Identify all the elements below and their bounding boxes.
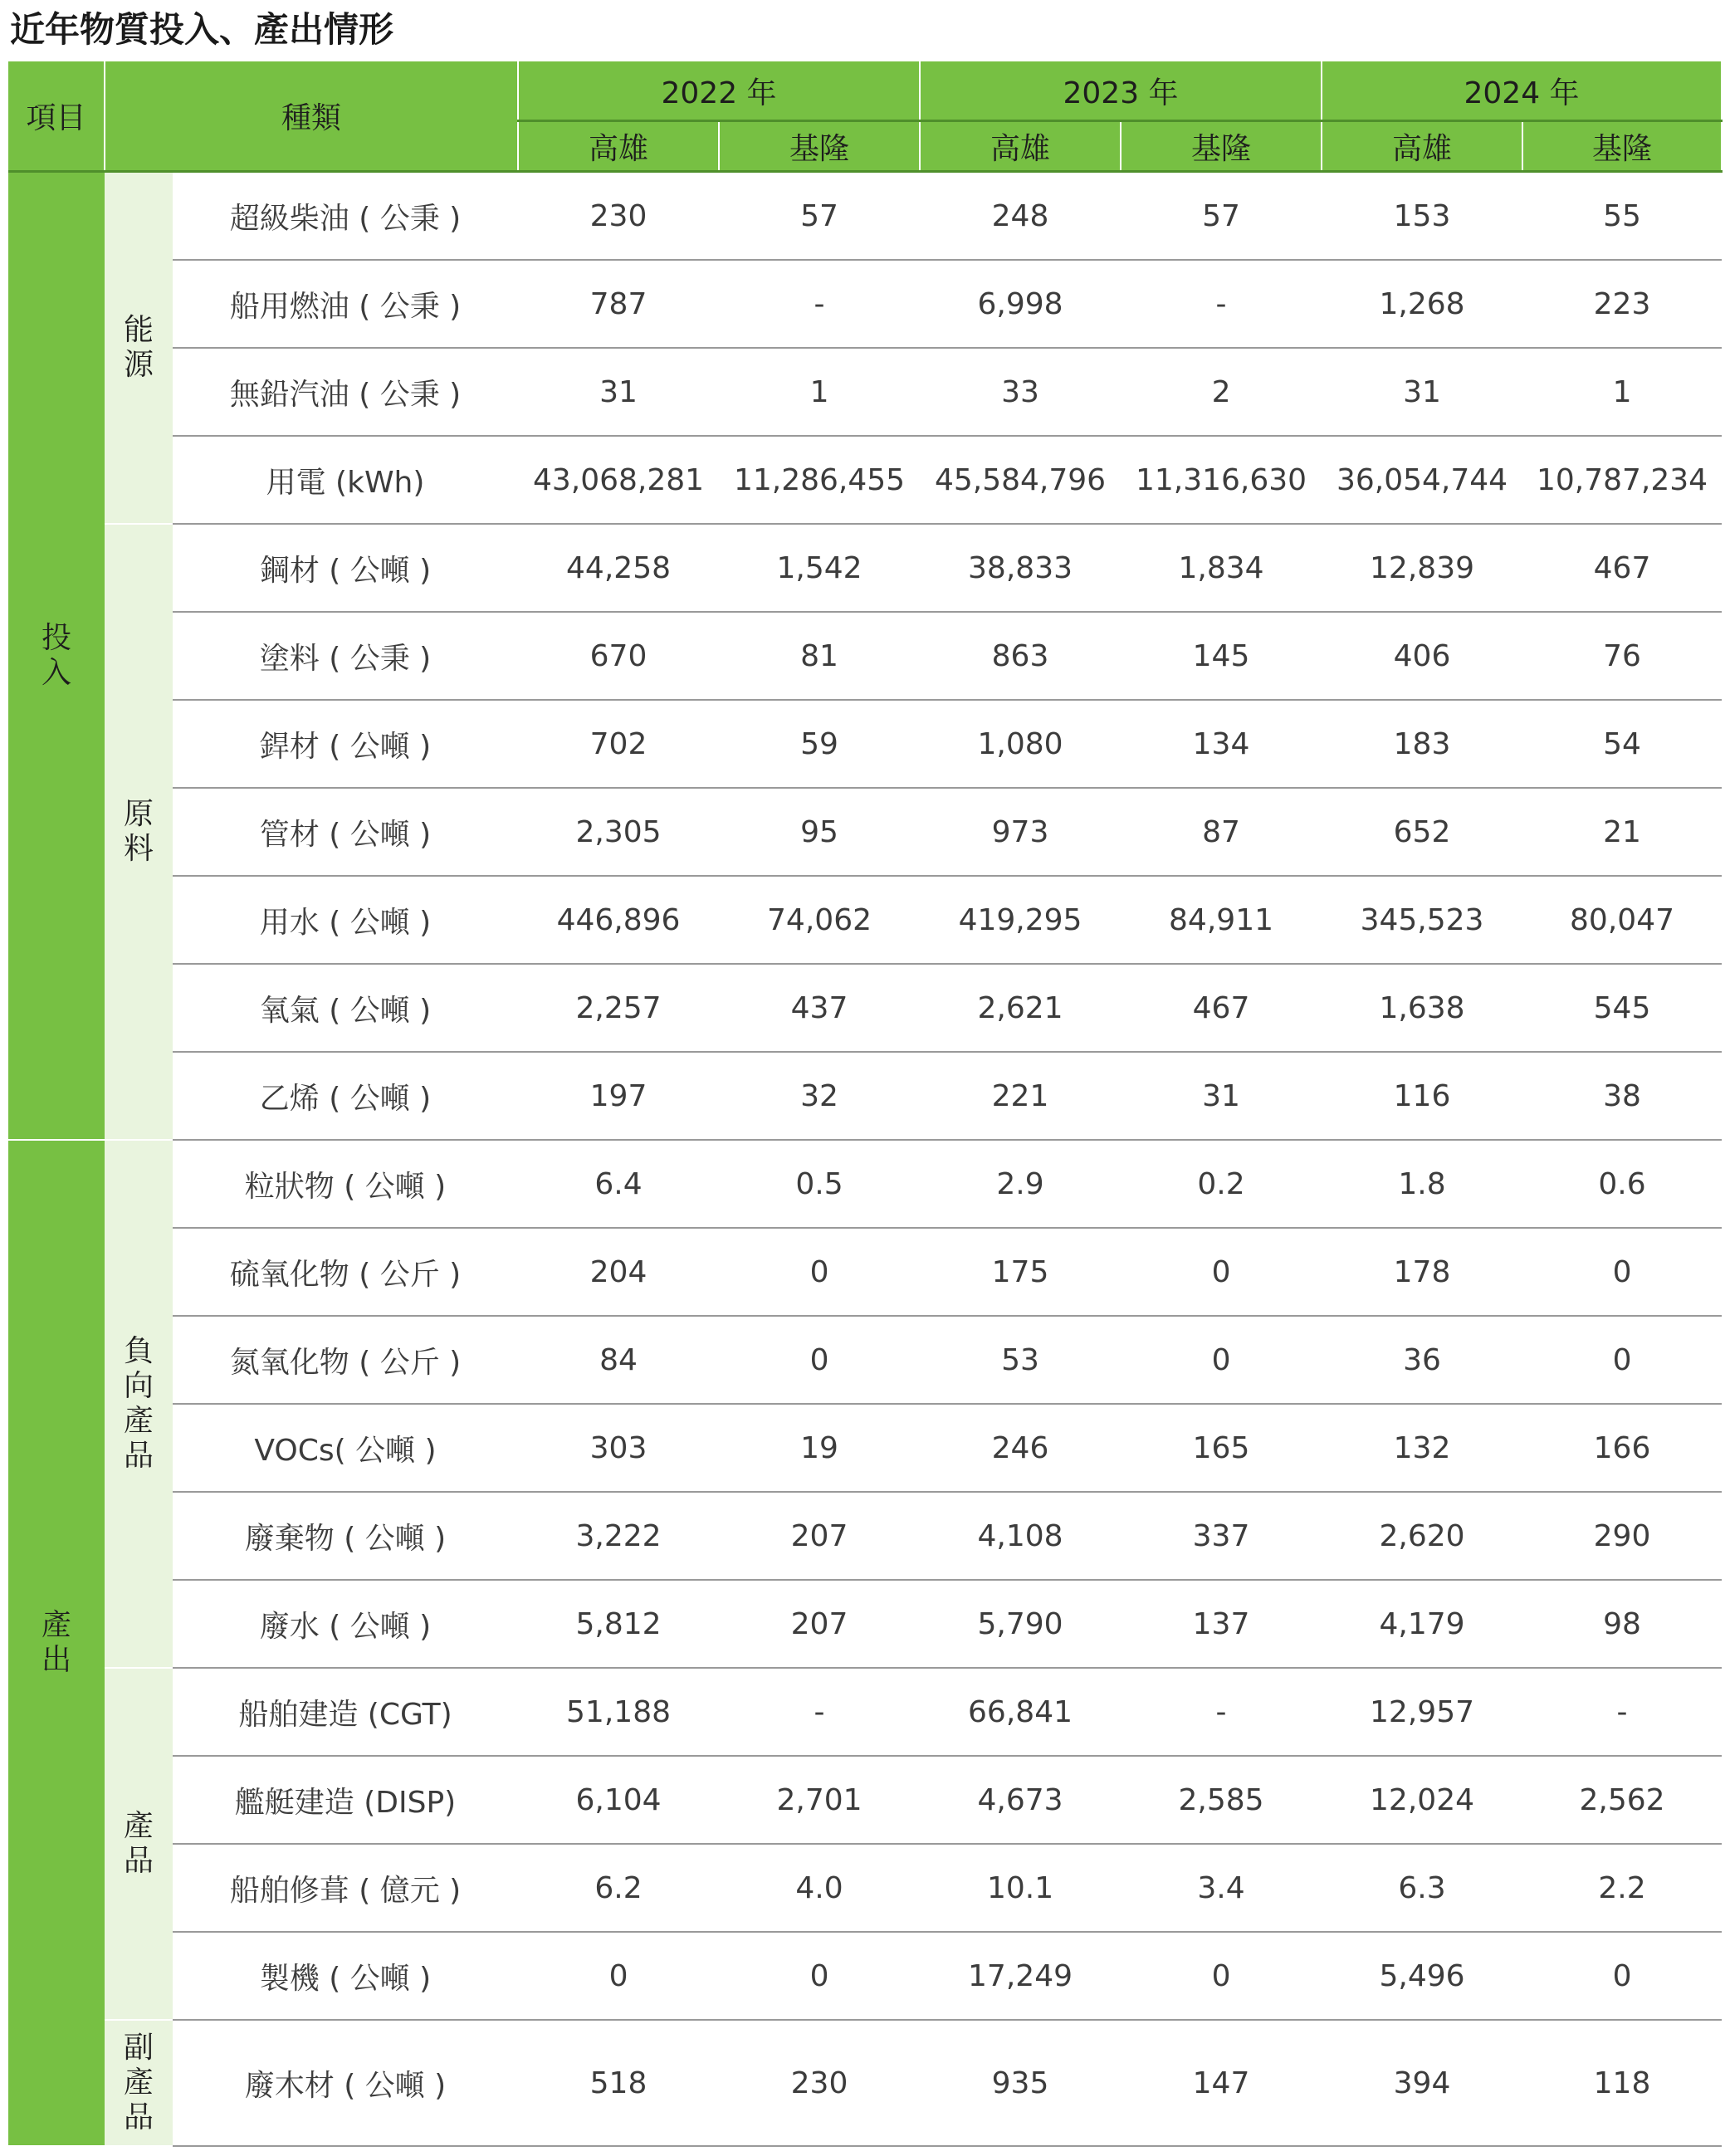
- row-label: VOCs( 公噸 ): [173, 1404, 518, 1492]
- header-row-years: [8, 61, 1722, 121]
- table-cell: 1,834: [1121, 524, 1322, 612]
- table-cell: 81: [719, 612, 920, 700]
- material-io-table: [8, 61, 1723, 2147]
- table-cell: 4,673: [920, 1756, 1121, 1844]
- row-label: 鋼材 ( 公噸 ): [173, 524, 518, 612]
- row-label: 廢水 ( 公噸 ): [173, 1580, 518, 1668]
- table-row: [8, 964, 1722, 1052]
- table-row: [8, 1316, 1722, 1404]
- table-cell: 207: [719, 1492, 920, 1580]
- header-year-2024: 2024 年: [1322, 61, 1722, 121]
- group-label: 原料: [123, 797, 154, 866]
- table-row: [8, 348, 1722, 436]
- table-cell: 59: [719, 700, 920, 788]
- header-city: 基隆: [1121, 121, 1322, 172]
- table-cell: 116: [1322, 1052, 1522, 1140]
- table-cell: 118: [1522, 2020, 1722, 2146]
- table-cell: 12,024: [1322, 1756, 1522, 1844]
- group-label: 產品: [123, 1809, 154, 1878]
- table-cell: 6,104: [518, 1756, 719, 1844]
- table-cell: 1,542: [719, 524, 920, 612]
- table-row: [8, 2020, 1722, 2146]
- table-cell: 0: [518, 1932, 719, 2020]
- table-cell: 0: [1121, 1228, 1322, 1316]
- table-cell: 84: [518, 1316, 719, 1404]
- table-cell: 2,620: [1322, 1492, 1522, 1580]
- table-cell: 337: [1121, 1492, 1322, 1580]
- table-cell: 31: [1322, 348, 1522, 436]
- table-row: [8, 1580, 1722, 1668]
- table-cell: 166: [1522, 1404, 1722, 1492]
- row-label: 用電 (kWh): [173, 436, 518, 524]
- row-label: 船舶建造 (CGT): [173, 1668, 518, 1756]
- table-cell: 345,523: [1322, 876, 1522, 964]
- group-energy: [105, 172, 173, 525]
- table-row: [8, 1140, 1722, 1228]
- row-label: 製機 ( 公噸 ): [173, 1932, 518, 2020]
- table-cell: 38,833: [920, 524, 1121, 612]
- table-row: [8, 172, 1722, 261]
- table-cell: 0.6: [1522, 1140, 1722, 1228]
- row-label: 塗料 ( 公秉 ): [173, 612, 518, 700]
- table-cell: 74,062: [719, 876, 920, 964]
- table-cell: 80,047: [1522, 876, 1722, 964]
- table-cell: 19: [719, 1404, 920, 1492]
- row-label: 用水 ( 公噸 ): [173, 876, 518, 964]
- table-cell: 11,316,630: [1121, 436, 1322, 524]
- table-cell: 51,188: [518, 1668, 719, 1756]
- table-cell: 4,108: [920, 1492, 1121, 1580]
- row-label: 艦艇建造 (DISP): [173, 1756, 518, 1844]
- table-row: [8, 700, 1722, 788]
- table-cell: -: [1121, 260, 1322, 348]
- row-label: 超級柴油 ( 公秉 ): [173, 172, 518, 261]
- table-row: [8, 1756, 1722, 1844]
- table-cell: 12,957: [1322, 1668, 1522, 1756]
- table-cell: 2.2: [1522, 1844, 1722, 1932]
- table-cell: 973: [920, 788, 1121, 876]
- table-cell: 0: [719, 1228, 920, 1316]
- table-cell: 248: [920, 172, 1121, 261]
- table-cell: 55: [1522, 172, 1722, 261]
- table-cell: 518: [518, 2020, 719, 2146]
- category-label: 投入: [41, 621, 71, 690]
- table-cell: -: [719, 1668, 920, 1756]
- table-cell: 1,638: [1322, 964, 1522, 1052]
- table-cell: 2,585: [1121, 1756, 1322, 1844]
- header-year-2022: 2022 年: [518, 61, 920, 121]
- table-cell: 303: [518, 1404, 719, 1492]
- table-cell: 2: [1121, 348, 1322, 436]
- table-cell: 6.2: [518, 1844, 719, 1932]
- table-cell: 230: [719, 2020, 920, 2146]
- header-city: 基隆: [1522, 121, 1722, 172]
- table-cell: 32: [719, 1052, 920, 1140]
- group-negative-products: [105, 1140, 173, 1668]
- table-cell: 0: [1121, 1316, 1322, 1404]
- table-cell: 446,896: [518, 876, 719, 964]
- header-city: 高雄: [1322, 121, 1522, 172]
- table-cell: 57: [719, 172, 920, 261]
- group-materials: [105, 524, 173, 1140]
- table-cell: 702: [518, 700, 719, 788]
- table-cell: 246: [920, 1404, 1121, 1492]
- header-city: 高雄: [518, 121, 719, 172]
- table-cell: -: [1522, 1668, 1722, 1756]
- table-row: [8, 436, 1722, 524]
- table-cell: 419,295: [920, 876, 1121, 964]
- table-cell: 76: [1522, 612, 1722, 700]
- table-cell: 5,790: [920, 1580, 1121, 1668]
- table-cell: 10,787,234: [1522, 436, 1722, 524]
- table-cell: 2,621: [920, 964, 1121, 1052]
- category-input: [8, 172, 105, 1141]
- table-cell: 6.3: [1322, 1844, 1522, 1932]
- table-cell: 2,562: [1522, 1756, 1722, 1844]
- table-cell: 5,812: [518, 1580, 719, 1668]
- table-cell: 183: [1322, 700, 1522, 788]
- table-cell: 84,911: [1121, 876, 1322, 964]
- header-type: 種類: [105, 61, 518, 172]
- table-cell: 0: [1522, 1316, 1722, 1404]
- group-label: 能源: [123, 313, 154, 382]
- table-cell: 290: [1522, 1492, 1722, 1580]
- table-cell: 2,257: [518, 964, 719, 1052]
- table-cell: 175: [920, 1228, 1121, 1316]
- table-cell: 43,068,281: [518, 436, 719, 524]
- table-cell: 1: [719, 348, 920, 436]
- table-cell: 137: [1121, 1580, 1322, 1668]
- table-cell: 31: [518, 348, 719, 436]
- table-cell: 406: [1322, 612, 1522, 700]
- table-cell: 230: [518, 172, 719, 261]
- table-cell: 221: [920, 1052, 1121, 1140]
- table-row: [8, 1844, 1722, 1932]
- table-row: [8, 788, 1722, 876]
- table-cell: 134: [1121, 700, 1322, 788]
- table-cell: 10.1: [920, 1844, 1121, 1932]
- table-cell: 57: [1121, 172, 1322, 261]
- category-output: [8, 1140, 105, 2146]
- table-row: [8, 1228, 1722, 1316]
- table-cell: 2,305: [518, 788, 719, 876]
- table-cell: 0.2: [1121, 1140, 1322, 1228]
- page-title: 近年物質投入、產出情形: [10, 9, 394, 50]
- row-label: 氮氧化物 ( 公斤 ): [173, 1316, 518, 1404]
- row-label: 粒狀物 ( 公噸 ): [173, 1140, 518, 1228]
- table-cell: 36: [1322, 1316, 1522, 1404]
- table-row: [8, 1052, 1722, 1140]
- table-cell: 0: [719, 1932, 920, 2020]
- row-label: 船用燃油 ( 公秉 ): [173, 260, 518, 348]
- group-products: [105, 1668, 173, 2020]
- table-cell: 21: [1522, 788, 1722, 876]
- table-header: [8, 61, 1722, 172]
- group-label: 負向產品: [123, 1334, 154, 1473]
- table-row: [8, 876, 1722, 964]
- table-cell: 44,258: [518, 524, 719, 612]
- table-cell: 53: [920, 1316, 1121, 1404]
- table-cell: 204: [518, 1228, 719, 1316]
- table-cell: 6,998: [920, 260, 1121, 348]
- table-cell: 207: [719, 1580, 920, 1668]
- table-cell: 11,286,455: [719, 436, 920, 524]
- row-label: 硫氧化物 ( 公斤 ): [173, 1228, 518, 1316]
- table-cell: 36,054,744: [1322, 436, 1522, 524]
- table-row: [8, 1932, 1722, 2020]
- table-cell: 1.8: [1322, 1140, 1522, 1228]
- row-label: 無鉛汽油 ( 公秉 ): [173, 348, 518, 436]
- header-item: 項目: [8, 61, 105, 172]
- table-cell: 670: [518, 612, 719, 700]
- table-cell: 0: [1522, 1228, 1722, 1316]
- row-label: 廢木材 ( 公噸 ): [173, 2020, 518, 2146]
- table-cell: 467: [1522, 524, 1722, 612]
- table-cell: 145: [1121, 612, 1322, 700]
- table-cell: 87: [1121, 788, 1322, 876]
- table-cell: 1,080: [920, 700, 1121, 788]
- table-cell: 0: [719, 1316, 920, 1404]
- category-label: 產出: [41, 1608, 71, 1677]
- table-cell: 0: [1121, 1932, 1322, 2020]
- table-cell: 3,222: [518, 1492, 719, 1580]
- table-cell: 17,249: [920, 1932, 1121, 2020]
- table-cell: 197: [518, 1052, 719, 1140]
- table-row: [8, 524, 1722, 612]
- table-cell: 98: [1522, 1580, 1722, 1668]
- header-city: 基隆: [719, 121, 920, 172]
- table-cell: 4,179: [1322, 1580, 1522, 1668]
- table-cell: -: [1121, 1668, 1322, 1756]
- table-cell: 132: [1322, 1404, 1522, 1492]
- table-cell: 3.4: [1121, 1844, 1322, 1932]
- table-cell: 0.5: [719, 1140, 920, 1228]
- table-cell: 0: [1522, 1932, 1722, 2020]
- table-row: [8, 1668, 1722, 1756]
- table-cell: 223: [1522, 260, 1722, 348]
- table-cell: 33: [920, 348, 1121, 436]
- table-cell: 12,839: [1322, 524, 1522, 612]
- row-label: 廢棄物 ( 公噸 ): [173, 1492, 518, 1580]
- table-cell: 1,268: [1322, 260, 1522, 348]
- table-cell: 54: [1522, 700, 1722, 788]
- table-cell: 45,584,796: [920, 436, 1121, 524]
- group-byproducts: [105, 2020, 173, 2146]
- table-cell: 467: [1121, 964, 1322, 1052]
- table-row: [8, 1404, 1722, 1492]
- table-cell: 178: [1322, 1228, 1522, 1316]
- table-cell: 437: [719, 964, 920, 1052]
- table-cell: 165: [1121, 1404, 1322, 1492]
- table-row: [8, 1492, 1722, 1580]
- table-cell: 153: [1322, 172, 1522, 261]
- group-label: 副產品: [123, 2031, 154, 2134]
- table-cell: -: [719, 260, 920, 348]
- table-cell: 38: [1522, 1052, 1722, 1140]
- table-cell: 863: [920, 612, 1121, 700]
- header-year-2023: 2023 年: [920, 61, 1322, 121]
- table-cell: 6.4: [518, 1140, 719, 1228]
- table-cell: 545: [1522, 964, 1722, 1052]
- table-row: [8, 612, 1722, 700]
- table-cell: 147: [1121, 2020, 1322, 2146]
- table-cell: 935: [920, 2020, 1121, 2146]
- table-cell: 787: [518, 260, 719, 348]
- table-body: [8, 172, 1722, 2147]
- table-cell: 2.9: [920, 1140, 1121, 1228]
- table-cell: 4.0: [719, 1844, 920, 1932]
- row-label: 氧氣 ( 公噸 ): [173, 964, 518, 1052]
- row-label: 船舶修葺 ( 億元 ): [173, 1844, 518, 1932]
- table-cell: 394: [1322, 2020, 1522, 2146]
- row-label: 管材 ( 公噸 ): [173, 788, 518, 876]
- table-cell: 66,841: [920, 1668, 1121, 1756]
- table-cell: 95: [719, 788, 920, 876]
- header-city: 高雄: [920, 121, 1121, 172]
- table-cell: 2,701: [719, 1756, 920, 1844]
- table-row: [8, 260, 1722, 348]
- table-cell: 1: [1522, 348, 1722, 436]
- table-cell: 652: [1322, 788, 1522, 876]
- row-label: 乙烯 ( 公噸 ): [173, 1052, 518, 1140]
- row-label: 銲材 ( 公噸 ): [173, 700, 518, 788]
- table-cell: 5,496: [1322, 1932, 1522, 2020]
- table-cell: 31: [1121, 1052, 1322, 1140]
